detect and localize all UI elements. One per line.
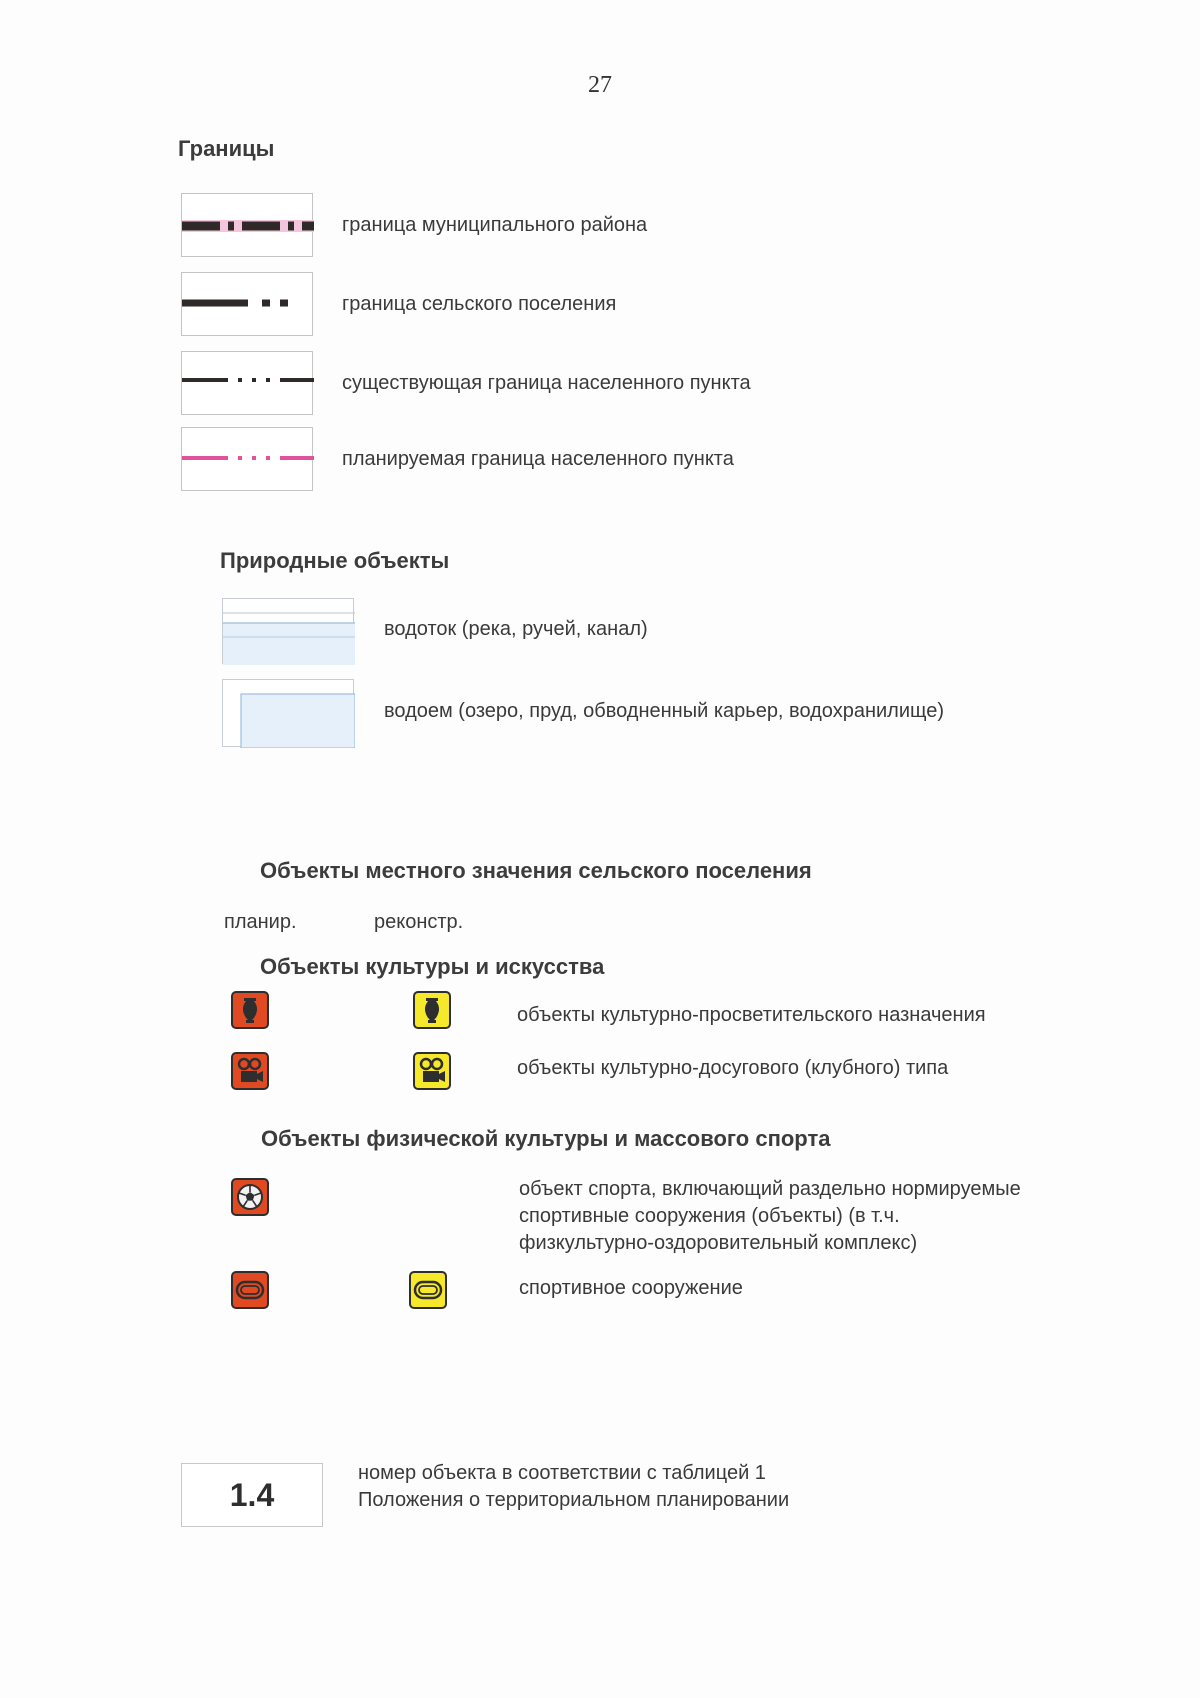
section-title-local-objects: Объекты местного значения сельского поселения bbox=[260, 858, 812, 883]
section-title-sport: Объекты физической культуры и массового спорта bbox=[261, 1126, 831, 1151]
legend-swatch-planned-settlement-border bbox=[181, 427, 313, 491]
soccer-ball-icon-planned bbox=[231, 1178, 269, 1216]
rural-border-line-icon bbox=[182, 273, 314, 337]
sport-complex-line-1: объект спорта, включающий раздельно нормируемые bbox=[519, 1178, 1021, 1200]
legend-label-planned-settlement-border: планируемая граница населенного пункта bbox=[342, 448, 734, 470]
legend-label-water-body: водоем (озеро, пруд, обводненный карьер, водохранилище) bbox=[384, 700, 945, 722]
municipal-border-line-icon bbox=[182, 194, 314, 258]
vase-icon-planned bbox=[231, 991, 269, 1029]
sport-complex-line-3: физкультурно-оздоровительный комплекс) bbox=[519, 1232, 918, 1254]
legend-label-rural-border: граница сельского поселения bbox=[342, 293, 617, 315]
legend-label-municipal-border: граница муниципального района bbox=[342, 214, 648, 236]
stadium-track-icon-reconstruction bbox=[409, 1271, 447, 1309]
section-title-natural-objects: Природные объекты bbox=[220, 548, 450, 573]
existing-settlement-border-line-icon bbox=[182, 352, 314, 416]
section-title-borders: Границы bbox=[178, 136, 275, 161]
film-projector-icon-reconstruction bbox=[413, 1052, 451, 1090]
legend-swatch-municipal-border bbox=[181, 193, 313, 257]
legend-label-sport-complex bbox=[519, 1176, 1021, 1257]
object-number-line-1: номер объекта в соответствии с таблицей 1 bbox=[358, 1462, 766, 1484]
legend-swatch-water-body bbox=[222, 679, 354, 747]
section-title-culture: Объекты культуры и искусства bbox=[260, 954, 605, 979]
legend-swatch-watercourse bbox=[222, 598, 354, 664]
legend-label-cultural-leisure: объекты культурно-досугового (клубного) типа bbox=[517, 1057, 949, 1079]
object-number-description bbox=[358, 1460, 789, 1514]
vase-icon-reconstruction bbox=[413, 991, 451, 1029]
stadium-track-icon-planned bbox=[231, 1271, 269, 1309]
legend-label-watercourse: водоток (река, ручей, канал) bbox=[384, 618, 648, 640]
watercourse-icon bbox=[223, 599, 355, 665]
legend-label-cultural-educational: объекты культурно-просветительского назначения bbox=[517, 1004, 986, 1026]
object-number-example: 1.4 bbox=[181, 1463, 323, 1527]
page-number: 27 bbox=[588, 72, 612, 98]
column-header-planned: планир. bbox=[224, 911, 297, 933]
planned-settlement-border-line-icon bbox=[182, 428, 314, 492]
object-number-line-2: Положения о территориальном планировании bbox=[358, 1489, 790, 1511]
legend-label-existing-settlement-border: существующая граница населенного пункта bbox=[342, 372, 751, 394]
legend-swatch-existing-settlement-border bbox=[181, 351, 313, 415]
sport-complex-line-2: спортивные сооружения (объекты) (в т.ч. bbox=[519, 1205, 900, 1227]
legend-label-sport-facility: спортивное сооружение bbox=[519, 1277, 743, 1299]
column-header-reconstruction: реконстр. bbox=[374, 911, 464, 933]
water-body-icon bbox=[223, 680, 355, 748]
legend-swatch-rural-border bbox=[181, 272, 313, 336]
film-projector-icon-planned bbox=[231, 1052, 269, 1090]
